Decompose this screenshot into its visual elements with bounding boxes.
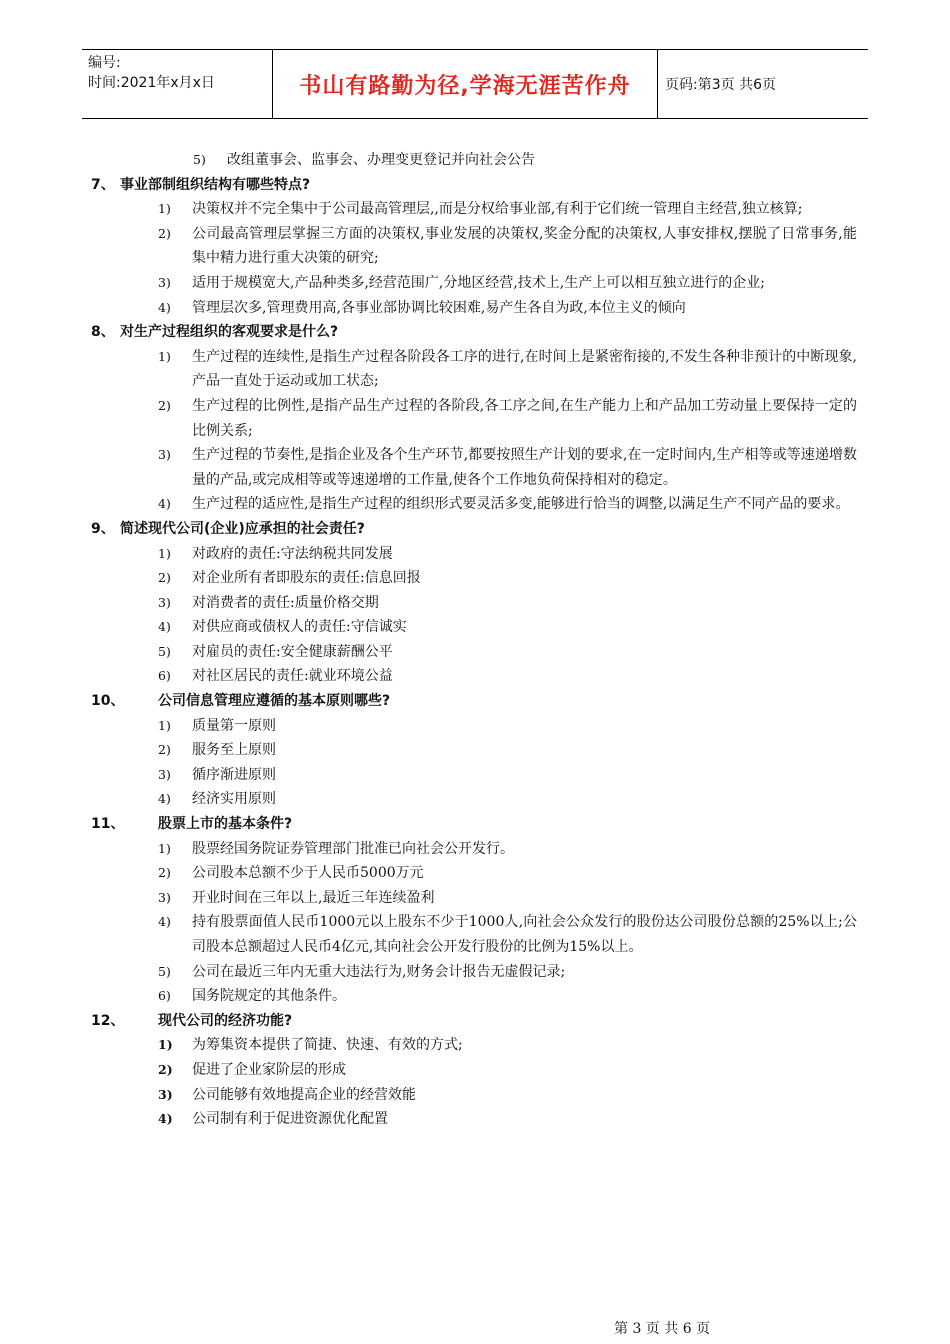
list-item [0, 566, 950, 591]
header-meta-cell [82, 50, 272, 118]
list-item [0, 271, 950, 296]
item-number: 2) [158, 570, 171, 586]
item-number: 3) [158, 274, 171, 290]
item-number: 4) [158, 914, 171, 930]
question-title: 对生产过程组织的客观要求是什么? [120, 324, 339, 341]
item-text: 循序渐进原则 [192, 766, 276, 783]
item-number: 4) [158, 1111, 173, 1127]
item-text: 持有股票面值人民币1000元以上股东不少于1000人,向社会公众发行的股份达公司股份总额的25%以上;公司股本总额超过人民币4亿元,其向社会公开发行股份的比例为15%以上。 [192, 914, 857, 955]
item-number: 4) [158, 619, 171, 635]
page-info: 页码:第3页 共6页 [665, 77, 776, 93]
list-item [0, 615, 950, 640]
item-number: 3) [158, 594, 171, 610]
list-item [0, 787, 950, 812]
item-text: 改组董事会、监事会、办理变更登记并向社会公告 [227, 152, 535, 168]
question-number: 7、 [91, 176, 115, 193]
item-number: 1) [158, 717, 171, 733]
item-number: 2) [158, 742, 171, 758]
list-item [0, 886, 950, 911]
item-text: 管理层次多,管理费用高,各事业部协调比较困难,易产生各自为政,本位主义的倾向 [192, 299, 686, 316]
list-item [0, 763, 950, 788]
list-item [0, 1058, 950, 1083]
question-number: 8、 [91, 324, 115, 341]
list-item [0, 222, 950, 271]
item-text: 对政府的责任:守法纳税共同发展 [192, 545, 393, 562]
list-item [0, 960, 950, 985]
header-page-cell [657, 50, 868, 118]
item-number: 2) [158, 397, 171, 413]
serial-label: 编号: [88, 55, 121, 71]
item-text: 股票经国务院证券管理部门批准已向社会公开发行。 [192, 840, 514, 857]
item-text: 生产过程的适应性,是指生产过程的组织形式要灵活多变,能够进行恰当的调整,以满足生产不同产品的要求。 [192, 496, 850, 513]
list-item [0, 591, 950, 616]
item-text: 公司能够有效地提高企业的经营效能 [192, 1086, 416, 1103]
question-heading [0, 689, 950, 714]
item-number: 2) [158, 1061, 173, 1077]
list-item [0, 837, 950, 862]
list-item [0, 1107, 950, 1132]
item-text: 对消费者的责任:质量价格交期 [192, 594, 379, 611]
list-item [0, 443, 950, 492]
item-text: 生产过程的连续性,是指生产过程各阶段各工序的进行,在时间上是紧密衔接的,不发生各种非预计的中断现象,产品一直处于运动或加工状态; [192, 348, 857, 390]
item-number: 4) [158, 299, 171, 315]
item-text: 公司在最近三年内无重大违法行为,财务会计报告无虚假记录; [192, 963, 566, 980]
list-item [0, 1033, 950, 1058]
question-heading [0, 517, 950, 542]
question-heading [0, 173, 950, 198]
question-heading [0, 812, 950, 837]
time-label: 时间:2021年x月x日 [88, 75, 215, 91]
question-title: 公司信息管理应遵循的基本原则哪些? [158, 693, 391, 710]
item-text: 适用于规模宽大,产品种类多,经营范围广,分地区经营,技术上,生产上可以相互独立进行的企业; [192, 274, 765, 291]
item-text: 公司制有利于促进资源优化配置 [192, 1111, 388, 1128]
list-item [0, 492, 950, 517]
list-item [0, 148, 950, 173]
item-text: 对企业所有者即股东的责任:信息回报 [192, 570, 421, 587]
question-heading [0, 1009, 950, 1034]
item-text: 决策权并不完全集中于公司最高管理层,,而是分权给事业部,有利于它们统一管理自主经营,独立核算; [192, 201, 803, 218]
question-heading [0, 320, 950, 345]
page-footer: 第 3 页 共 6 页 [614, 1321, 711, 1337]
item-number: 3) [158, 889, 171, 905]
list-item [0, 197, 950, 222]
list-item [0, 910, 950, 959]
list-item [0, 714, 950, 739]
item-number: 1) [158, 545, 171, 561]
item-number: 1) [158, 201, 171, 217]
item-number: 3) [158, 766, 171, 782]
list-item [0, 542, 950, 567]
item-text: 公司股本总额不少于人民币5000万元 [192, 865, 424, 882]
item-number: 3) [158, 1086, 173, 1102]
item-text: 经济实用原则 [192, 791, 276, 808]
item-number: 1) [158, 1037, 173, 1053]
question-number: 12、 [91, 1012, 125, 1029]
item-number: 6) [158, 668, 171, 684]
item-text: 开业时间在三年以上,最近三年连续盈利 [192, 889, 435, 906]
document-body [0, 148, 950, 1132]
item-text: 国务院规定的其他条件。 [192, 988, 346, 1005]
item-text: 服务至上原则 [192, 742, 276, 759]
list-item [0, 345, 950, 394]
item-text: 生产过程的节奏性,是指企业及各个生产环节,都要按照生产计划的要求,在一定时间内,生产相等或等速递增数量的产品,或完成相等或等速递增的工作量,使各个工作地负荷保持相对的稳定。 [192, 447, 857, 488]
list-item [0, 394, 950, 443]
item-text: 为筹集资本提供了简捷、快速、有效的方式; [192, 1037, 463, 1054]
question-title: 事业部制组织结构有哪些特点? [120, 176, 311, 193]
list-item [0, 861, 950, 886]
item-text: 促进了企业家阶层的形成 [192, 1061, 346, 1078]
question-title: 股票上市的基本条件? [158, 816, 293, 833]
item-text: 对供应商或债权人的责任:守信诚实 [192, 619, 407, 636]
question-number: 9、 [91, 520, 115, 537]
item-text: 对雇员的责任:安全健康薪酬公平 [192, 643, 393, 660]
item-number: 5) [193, 152, 206, 167]
item-number: 5) [158, 963, 171, 979]
item-number: 6) [158, 988, 171, 1004]
list-item [0, 984, 950, 1009]
item-text: 质量第一原则 [192, 717, 276, 734]
question-number: 11、 [91, 816, 125, 833]
item-number: 2) [158, 865, 171, 881]
question-title: 简述现代公司(企业)应承担的社会责任? [120, 520, 365, 537]
motto-text: 书山有路勤为径,学海无涯苦作舟 [299, 73, 631, 99]
list-item [0, 296, 950, 321]
question-title: 现代公司的经济功能? [158, 1012, 293, 1029]
page-header [82, 49, 868, 119]
list-item [0, 640, 950, 665]
item-number: 4) [158, 496, 171, 512]
question-number: 10、 [91, 693, 125, 710]
list-item [0, 738, 950, 763]
item-number: 5) [158, 643, 171, 659]
item-number: 1) [158, 348, 171, 364]
item-text: 对社区居民的责任:就业环境公益 [192, 668, 393, 685]
item-number: 1) [158, 840, 171, 856]
list-item [0, 664, 950, 689]
item-text: 生产过程的比例性,是指产品生产过程的各阶段,各工序之间,在生产能力上和产品加工劳动量上要保持一定的比例关系; [192, 397, 857, 439]
item-number: 4) [158, 791, 171, 807]
item-number: 3) [158, 447, 171, 463]
header-motto-cell [272, 50, 658, 118]
item-number: 2) [158, 225, 171, 241]
list-item [0, 1083, 950, 1108]
item-text: 公司最高管理层掌握三方面的决策权,事业发展的决策权,奖金分配的决策权,人事安排权,摆脱了日常事务,能集中精力进行重大决策的研究; [192, 225, 857, 267]
